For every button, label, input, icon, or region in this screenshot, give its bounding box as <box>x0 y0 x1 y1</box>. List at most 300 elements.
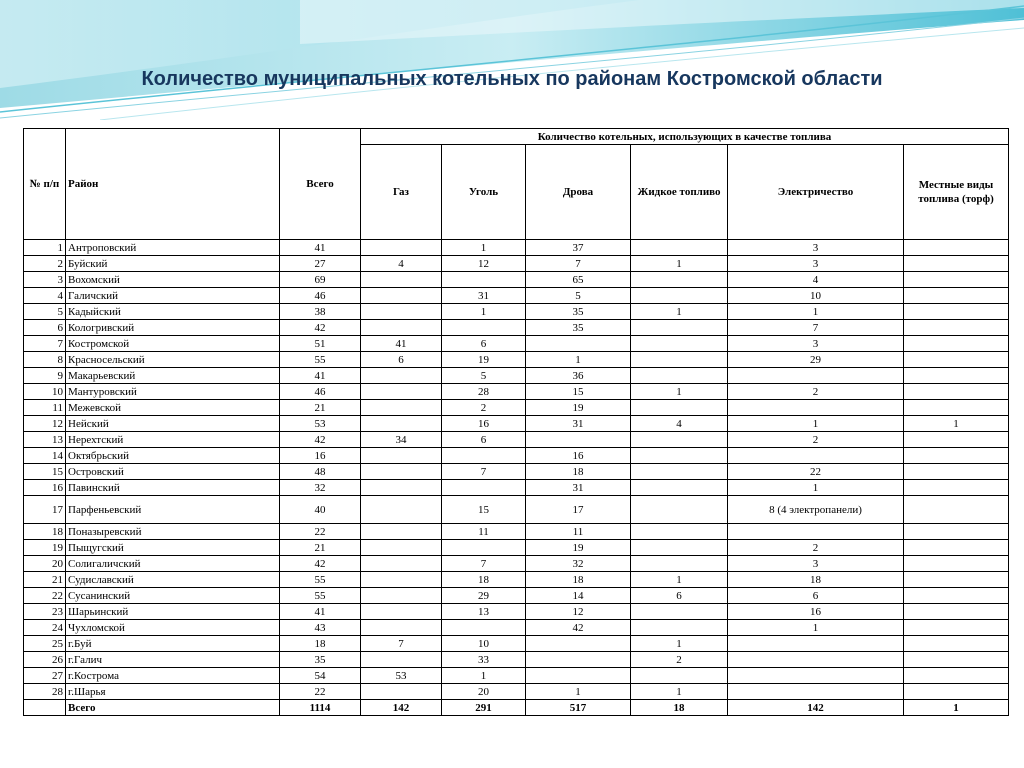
cell-coal: 7 <box>442 464 526 480</box>
cell-electric <box>728 448 904 464</box>
cell-liquid <box>631 336 728 352</box>
header-coal: Уголь <box>442 145 526 240</box>
cell-local <box>904 464 1009 480</box>
cell-num: 10 <box>24 384 66 400</box>
table-row <box>24 464 1009 480</box>
cell-num: 21 <box>24 572 66 588</box>
cell-liquid: 1 <box>631 304 728 320</box>
cell-electric: 10 <box>728 288 904 304</box>
table-row <box>24 368 1009 384</box>
cell-liquid <box>631 620 728 636</box>
cell-coal: 12 <box>442 256 526 272</box>
cell-electric <box>728 652 904 668</box>
cell-local <box>904 336 1009 352</box>
cell-liquid <box>631 240 728 256</box>
boiler-houses-table <box>23 128 1009 716</box>
cell-local <box>904 432 1009 448</box>
cell-total: 42 <box>280 320 361 336</box>
table-row <box>24 604 1009 620</box>
cell-electric <box>728 368 904 384</box>
table-row <box>24 668 1009 684</box>
cell-local <box>904 652 1009 668</box>
wave-header-decoration <box>0 0 1024 120</box>
cell-gas <box>361 304 442 320</box>
cell-liquid <box>631 540 728 556</box>
cell-electric: 1 <box>728 304 904 320</box>
table-row <box>24 272 1009 288</box>
cell-num: 11 <box>24 400 66 416</box>
table-row <box>24 524 1009 540</box>
cell-num: 17 <box>24 496 66 524</box>
cell-wood: 37 <box>526 240 631 256</box>
cell-liquid <box>631 668 728 684</box>
cell-coal: 6 <box>442 432 526 448</box>
cell-gas: 6 <box>361 352 442 368</box>
cell-district: г.Галич <box>66 652 280 668</box>
cell-total: 42 <box>280 432 361 448</box>
cell-total: 55 <box>280 572 361 588</box>
cell-electric: 16 <box>728 604 904 620</box>
cell-total: 42 <box>280 556 361 572</box>
cell-local <box>904 496 1009 524</box>
totals-label: Всего <box>66 700 280 716</box>
cell-gas <box>361 368 442 384</box>
cell-wood: 11 <box>526 524 631 540</box>
cell-wood: 14 <box>526 588 631 604</box>
cell-gas <box>361 588 442 604</box>
cell-liquid <box>631 524 728 540</box>
cell-gas <box>361 384 442 400</box>
table-row <box>24 572 1009 588</box>
cell-district: Шарьинский <box>66 604 280 620</box>
header-electric: Электричество <box>728 145 904 240</box>
cell-local <box>904 384 1009 400</box>
header-wood: Дрова <box>526 145 631 240</box>
cell-district: г.Буй <box>66 636 280 652</box>
table-row <box>24 256 1009 272</box>
cell-gas <box>361 572 442 588</box>
cell-num: 28 <box>24 684 66 700</box>
cell-wood: 19 <box>526 540 631 556</box>
table-row <box>24 416 1009 432</box>
cell-liquid: 2 <box>631 652 728 668</box>
cell-total: 22 <box>280 524 361 540</box>
cell-coal: 5 <box>442 368 526 384</box>
cell-coal <box>442 320 526 336</box>
cell-total: 53 <box>280 416 361 432</box>
cell-district: Парфеньевский <box>66 496 280 524</box>
cell-district: Кадыйский <box>66 304 280 320</box>
cell-electric: 6 <box>728 588 904 604</box>
cell-num: 2 <box>24 256 66 272</box>
cell-district: Судиславский <box>66 572 280 588</box>
cell-gas <box>361 480 442 496</box>
cell-local <box>904 636 1009 652</box>
cell-wood: 32 <box>526 556 631 572</box>
cell-gas <box>361 400 442 416</box>
cell-district: Вохомский <box>66 272 280 288</box>
cell-total: 22 <box>280 684 361 700</box>
cell-district: Солигаличский <box>66 556 280 572</box>
cell-num: 25 <box>24 636 66 652</box>
cell-electric: 3 <box>728 336 904 352</box>
cell-coal <box>442 540 526 556</box>
cell-wood <box>526 636 631 652</box>
cell-total: 35 <box>280 652 361 668</box>
cell-electric: 2 <box>728 384 904 400</box>
cell-total: 21 <box>280 400 361 416</box>
totals-total: 1114 <box>280 700 361 716</box>
totals-gas: 142 <box>361 700 442 716</box>
cell-local <box>904 448 1009 464</box>
cell-num: 3 <box>24 272 66 288</box>
cell-wood <box>526 336 631 352</box>
cell-total: 16 <box>280 448 361 464</box>
cell-local <box>904 524 1009 540</box>
cell-liquid: 6 <box>631 588 728 604</box>
table-row <box>24 448 1009 464</box>
cell-coal: 19 <box>442 352 526 368</box>
header-fuel-group: Количество котельных, использующих в качестве топлива <box>361 129 1009 145</box>
cell-num: 19 <box>24 540 66 556</box>
cell-liquid <box>631 480 728 496</box>
cell-liquid: 1 <box>631 636 728 652</box>
cell-coal <box>442 620 526 636</box>
cell-wood: 42 <box>526 620 631 636</box>
cell-local <box>904 604 1009 620</box>
table-row <box>24 588 1009 604</box>
cell-local <box>904 668 1009 684</box>
cell-coal: 15 <box>442 496 526 524</box>
cell-liquid: 1 <box>631 572 728 588</box>
table-row <box>24 384 1009 400</box>
cell-num: 26 <box>24 652 66 668</box>
cell-electric: 1 <box>728 416 904 432</box>
cell-local <box>904 304 1009 320</box>
cell-total: 46 <box>280 384 361 400</box>
cell-district: Островский <box>66 464 280 480</box>
cell-total: 69 <box>280 272 361 288</box>
cell-wood: 16 <box>526 448 631 464</box>
cell-local <box>904 272 1009 288</box>
cell-local <box>904 588 1009 604</box>
cell-electric: 22 <box>728 464 904 480</box>
cell-gas: 41 <box>361 336 442 352</box>
cell-num: 6 <box>24 320 66 336</box>
cell-coal: 2 <box>442 400 526 416</box>
cell-electric: 18 <box>728 572 904 588</box>
cell-wood: 18 <box>526 464 631 480</box>
cell-total: 41 <box>280 368 361 384</box>
cell-district: Нерехтский <box>66 432 280 448</box>
cell-num: 23 <box>24 604 66 620</box>
cell-wood <box>526 668 631 684</box>
cell-coal: 1 <box>442 304 526 320</box>
cell-local <box>904 620 1009 636</box>
cell-wood: 15 <box>526 384 631 400</box>
cell-coal: 6 <box>442 336 526 352</box>
cell-district: Октябрьский <box>66 448 280 464</box>
cell-gas: 4 <box>361 256 442 272</box>
cell-district: Мантуровский <box>66 384 280 400</box>
cell-gas: 7 <box>361 636 442 652</box>
cell-coal: 18 <box>442 572 526 588</box>
cell-liquid: 1 <box>631 256 728 272</box>
cell-coal: 10 <box>442 636 526 652</box>
cell-gas <box>361 524 442 540</box>
table-row <box>24 556 1009 572</box>
cell-electric: 1 <box>728 480 904 496</box>
cell-coal: 1 <box>442 668 526 684</box>
cell-coal: 28 <box>442 384 526 400</box>
cell-num: 18 <box>24 524 66 540</box>
header-gas: Газ <box>361 145 442 240</box>
cell-gas: 53 <box>361 668 442 684</box>
cell-local <box>904 540 1009 556</box>
header-local: Местные виды топлива (торф) <box>904 145 1009 240</box>
cell-liquid <box>631 320 728 336</box>
cell-local <box>904 556 1009 572</box>
cell-district: Буйский <box>66 256 280 272</box>
cell-electric: 29 <box>728 352 904 368</box>
cell-liquid <box>631 288 728 304</box>
table-row <box>24 432 1009 448</box>
totals-wood: 517 <box>526 700 631 716</box>
table-row <box>24 400 1009 416</box>
cell-coal: 31 <box>442 288 526 304</box>
table-row <box>24 480 1009 496</box>
cell-local <box>904 256 1009 272</box>
cell-coal: 29 <box>442 588 526 604</box>
cell-wood <box>526 432 631 448</box>
cell-electric <box>728 636 904 652</box>
totals-coal: 291 <box>442 700 526 716</box>
cell-coal: 7 <box>442 556 526 572</box>
cell-gas <box>361 448 442 464</box>
cell-wood: 1 <box>526 352 631 368</box>
cell-gas <box>361 416 442 432</box>
cell-liquid: 1 <box>631 384 728 400</box>
cell-electric: 3 <box>728 556 904 572</box>
cell-wood: 35 <box>526 320 631 336</box>
cell-district: Кологривский <box>66 320 280 336</box>
cell-district: Антропoвский <box>66 240 280 256</box>
cell-wood: 5 <box>526 288 631 304</box>
cell-num: 12 <box>24 416 66 432</box>
cell-district: Макарьевский <box>66 368 280 384</box>
cell-local: 1 <box>904 416 1009 432</box>
cell-num: 8 <box>24 352 66 368</box>
cell-gas <box>361 540 442 556</box>
cell-electric <box>728 684 904 700</box>
cell-liquid <box>631 272 728 288</box>
cell-wood: 31 <box>526 480 631 496</box>
cell-gas <box>361 464 442 480</box>
cell-liquid <box>631 368 728 384</box>
cell-coal: 16 <box>442 416 526 432</box>
cell-total: 21 <box>280 540 361 556</box>
cell-num: 5 <box>24 304 66 320</box>
cell-num: 24 <box>24 620 66 636</box>
cell-district: г.Кострома <box>66 668 280 684</box>
cell-total: 55 <box>280 352 361 368</box>
totals-local: 1 <box>904 700 1009 716</box>
cell-total: 27 <box>280 256 361 272</box>
cell-electric: 8 (4 электропанели) <box>728 496 904 524</box>
cell-total: 41 <box>280 604 361 620</box>
cell-local <box>904 240 1009 256</box>
cell-gas <box>361 272 442 288</box>
cell-district: Пыщугский <box>66 540 280 556</box>
cell-local <box>904 320 1009 336</box>
cell-wood: 12 <box>526 604 631 620</box>
table-row <box>24 320 1009 336</box>
cell-district: Красносельский <box>66 352 280 368</box>
cell-wood: 1 <box>526 684 631 700</box>
cell-district: Костромской <box>66 336 280 352</box>
cell-gas <box>361 604 442 620</box>
table-row <box>24 304 1009 320</box>
cell-num: 22 <box>24 588 66 604</box>
cell-total: 46 <box>280 288 361 304</box>
cell-liquid <box>631 464 728 480</box>
cell-local <box>904 572 1009 588</box>
cell-gas <box>361 288 442 304</box>
cell-local <box>904 288 1009 304</box>
cell-total: 41 <box>280 240 361 256</box>
cell-total: 51 <box>280 336 361 352</box>
cell-liquid <box>631 400 728 416</box>
cell-liquid <box>631 432 728 448</box>
header-total: Всего <box>280 129 361 240</box>
cell-num: 9 <box>24 368 66 384</box>
cell-district: Павинский <box>66 480 280 496</box>
table-row <box>24 652 1009 668</box>
cell-gas <box>361 320 442 336</box>
cell-wood: 35 <box>526 304 631 320</box>
cell-liquid <box>631 352 728 368</box>
totals-liquid: 18 <box>631 700 728 716</box>
cell-liquid <box>631 556 728 572</box>
table-row <box>24 636 1009 652</box>
cell-total: 38 <box>280 304 361 320</box>
cell-coal <box>442 480 526 496</box>
cell-wood: 19 <box>526 400 631 416</box>
cell-gas <box>361 556 442 572</box>
cell-district: Поназыревский <box>66 524 280 540</box>
cell-coal: 13 <box>442 604 526 620</box>
cell-electric <box>728 400 904 416</box>
cell-electric: 1 <box>728 620 904 636</box>
cell-total: 55 <box>280 588 361 604</box>
table-row <box>24 352 1009 368</box>
cell-total: 48 <box>280 464 361 480</box>
cell-wood: 31 <box>526 416 631 432</box>
cell-wood <box>526 652 631 668</box>
cell-wood: 18 <box>526 572 631 588</box>
cell-liquid: 4 <box>631 416 728 432</box>
cell-total: 43 <box>280 620 361 636</box>
cell-wood: 17 <box>526 496 631 524</box>
totals-row <box>24 700 1009 716</box>
cell-local <box>904 400 1009 416</box>
cell-local <box>904 684 1009 700</box>
cell-gas <box>361 620 442 636</box>
cell-total: 32 <box>280 480 361 496</box>
cell-liquid: 1 <box>631 684 728 700</box>
cell-district: Галичский <box>66 288 280 304</box>
table-row <box>24 540 1009 556</box>
cell-total: 18 <box>280 636 361 652</box>
slide-title: Количество муниципальных котельных по районам Костромской области <box>141 68 883 90</box>
cell-num: 1 <box>24 240 66 256</box>
table-row <box>24 620 1009 636</box>
cell-wood: 65 <box>526 272 631 288</box>
cell-gas <box>361 240 442 256</box>
cell-liquid <box>631 448 728 464</box>
totals-num <box>24 700 66 716</box>
cell-liquid <box>631 604 728 620</box>
cell-wood: 7 <box>526 256 631 272</box>
cell-coal: 11 <box>442 524 526 540</box>
header-district: Район <box>66 129 280 240</box>
table-row <box>24 336 1009 352</box>
cell-num: 16 <box>24 480 66 496</box>
cell-coal: 20 <box>442 684 526 700</box>
cell-num: 7 <box>24 336 66 352</box>
cell-electric: 3 <box>728 240 904 256</box>
cell-electric: 2 <box>728 432 904 448</box>
cell-gas <box>361 496 442 524</box>
cell-district: Чухломской <box>66 620 280 636</box>
cell-district: Сусанинский <box>66 588 280 604</box>
cell-district: Нейский <box>66 416 280 432</box>
cell-wood: 36 <box>526 368 631 384</box>
cell-num: 13 <box>24 432 66 448</box>
cell-total: 54 <box>280 668 361 684</box>
cell-electric: 2 <box>728 540 904 556</box>
table-row <box>24 496 1009 524</box>
cell-local <box>904 352 1009 368</box>
cell-electric: 3 <box>728 256 904 272</box>
cell-coal: 1 <box>442 240 526 256</box>
header-liquid: Жидкое топливо <box>631 145 728 240</box>
cell-local <box>904 480 1009 496</box>
cell-district: г.Шарья <box>66 684 280 700</box>
cell-num: 4 <box>24 288 66 304</box>
cell-district: Межевской <box>66 400 280 416</box>
cell-num: 15 <box>24 464 66 480</box>
cell-electric: 7 <box>728 320 904 336</box>
cell-local <box>904 368 1009 384</box>
cell-electric <box>728 668 904 684</box>
cell-electric: 4 <box>728 272 904 288</box>
cell-liquid <box>631 496 728 524</box>
cell-num: 20 <box>24 556 66 572</box>
cell-total: 40 <box>280 496 361 524</box>
header-num: № п/п <box>24 129 66 240</box>
cell-gas: 34 <box>361 432 442 448</box>
table-row <box>24 240 1009 256</box>
cell-num: 14 <box>24 448 66 464</box>
cell-coal <box>442 448 526 464</box>
cell-coal <box>442 272 526 288</box>
totals-electric: 142 <box>728 700 904 716</box>
cell-num: 27 <box>24 668 66 684</box>
table-row <box>24 684 1009 700</box>
cell-gas <box>361 684 442 700</box>
cell-gas <box>361 652 442 668</box>
